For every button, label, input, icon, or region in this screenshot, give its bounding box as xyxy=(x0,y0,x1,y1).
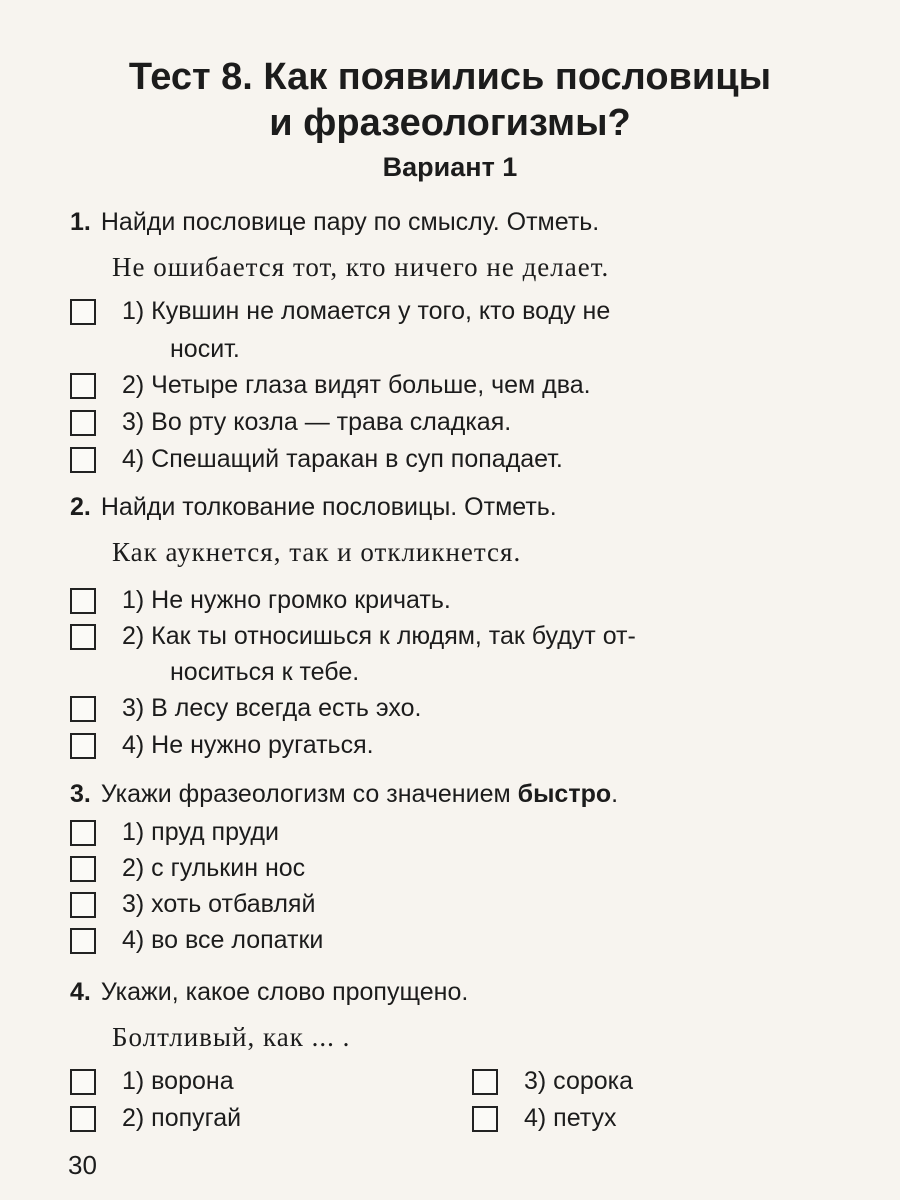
question-3-end: . xyxy=(611,780,619,808)
q3-option-2-checkbox[interactable] xyxy=(70,856,96,882)
q1-option-2-checkbox[interactable] xyxy=(70,373,96,399)
q1-option-2-text: 2) Четыре глаза видят больше, чем два. xyxy=(122,371,591,399)
test-title-line-2: и фразеологизмы? xyxy=(269,102,631,144)
question-4-header xyxy=(70,978,468,1007)
q2-option-3-text: 3) В лесу всегда есть эхо. xyxy=(122,694,422,722)
question-1-proverb: Не ошибается тот, кто ничего не делает. xyxy=(112,252,610,282)
q2-option-1-text: 1) Не нужно громко кричать. xyxy=(122,586,451,614)
question-4-number: 4. xyxy=(70,978,91,1006)
q2-option-2-checkbox[interactable] xyxy=(70,624,96,650)
question-3-number: 3. xyxy=(70,780,91,808)
q2-option-3-checkbox[interactable] xyxy=(70,696,96,722)
q1-option-4-checkbox[interactable] xyxy=(70,447,96,473)
question-4-text: Укажи, какое слово пропущено. xyxy=(100,978,469,1006)
q3-option-1-checkbox[interactable] xyxy=(70,820,96,846)
q4-option-2-checkbox[interactable] xyxy=(70,1106,96,1132)
q2-option-4-text: 4) Не нужно ругаться. xyxy=(122,731,374,759)
q2-option-1-checkbox[interactable] xyxy=(70,588,96,614)
question-2-header xyxy=(70,493,557,522)
question-2-number: 2. xyxy=(70,493,91,521)
variant-label: Вариант 1 xyxy=(382,152,518,182)
question-3-keyword: быстро xyxy=(517,780,612,808)
q4-option-3-text: 3) сорока xyxy=(524,1067,634,1095)
q4-option-4-checkbox[interactable] xyxy=(472,1106,498,1132)
q3-option-1-text: 1) пруд пруди xyxy=(122,818,279,846)
q1-option-1-checkbox[interactable] xyxy=(70,299,96,325)
q3-option-4-checkbox[interactable] xyxy=(70,928,96,954)
q1-option-1-text-cont: носит. xyxy=(170,335,240,363)
q1-option-3-text: 3) Во рту козла — трава сладкая. xyxy=(122,408,512,436)
q2-option-4-checkbox[interactable] xyxy=(70,733,96,759)
q4-option-1-text: 1) ворона xyxy=(122,1067,234,1095)
question-4-phrase: Болтливый, как ... . xyxy=(112,1022,351,1052)
q3-option-3-text: 3) хоть отбавляй xyxy=(122,890,316,918)
question-3-text: Укажи фразеологизм со значением xyxy=(100,780,511,808)
question-1-number: 1. xyxy=(70,208,91,236)
question-2-text: Найди толкование пословицы. Отметь. xyxy=(100,493,557,521)
q3-option-3-checkbox[interactable] xyxy=(70,892,96,918)
page-number: 30 xyxy=(68,1150,97,1180)
q4-option-2-text: 2) попугай xyxy=(122,1104,242,1132)
question-2-proverb: Как аукнется, так и откликнется. xyxy=(112,537,522,567)
q4-option-1-checkbox[interactable] xyxy=(70,1069,96,1095)
q2-option-2-text: 2) Как ты относишься к людям, так будут от- xyxy=(122,622,636,650)
q1-option-4-text: 4) Спешащий таракан в суп попадает. xyxy=(122,445,563,473)
question-1-header xyxy=(70,208,599,237)
question-1-text: Найди пословице пару по смыслу. Отметь. xyxy=(100,208,600,236)
q1-option-1-text: 1) Кувшин не ломается у того, кто воду не xyxy=(122,297,611,325)
q4-option-4-text: 4) петух xyxy=(524,1104,617,1132)
q2-option-2-text-cont: носиться к тебе. xyxy=(170,658,360,686)
q4-option-3-checkbox[interactable] xyxy=(472,1069,498,1095)
question-3-header xyxy=(70,780,618,809)
q3-option-2-text: 2) с гулькин нос xyxy=(122,854,306,882)
q3-option-4-text: 4) во все лопатки xyxy=(122,926,324,954)
q1-option-3-checkbox[interactable] xyxy=(70,410,96,436)
test-title-line-1: Тест 8. Как появились пословицы xyxy=(128,56,772,98)
